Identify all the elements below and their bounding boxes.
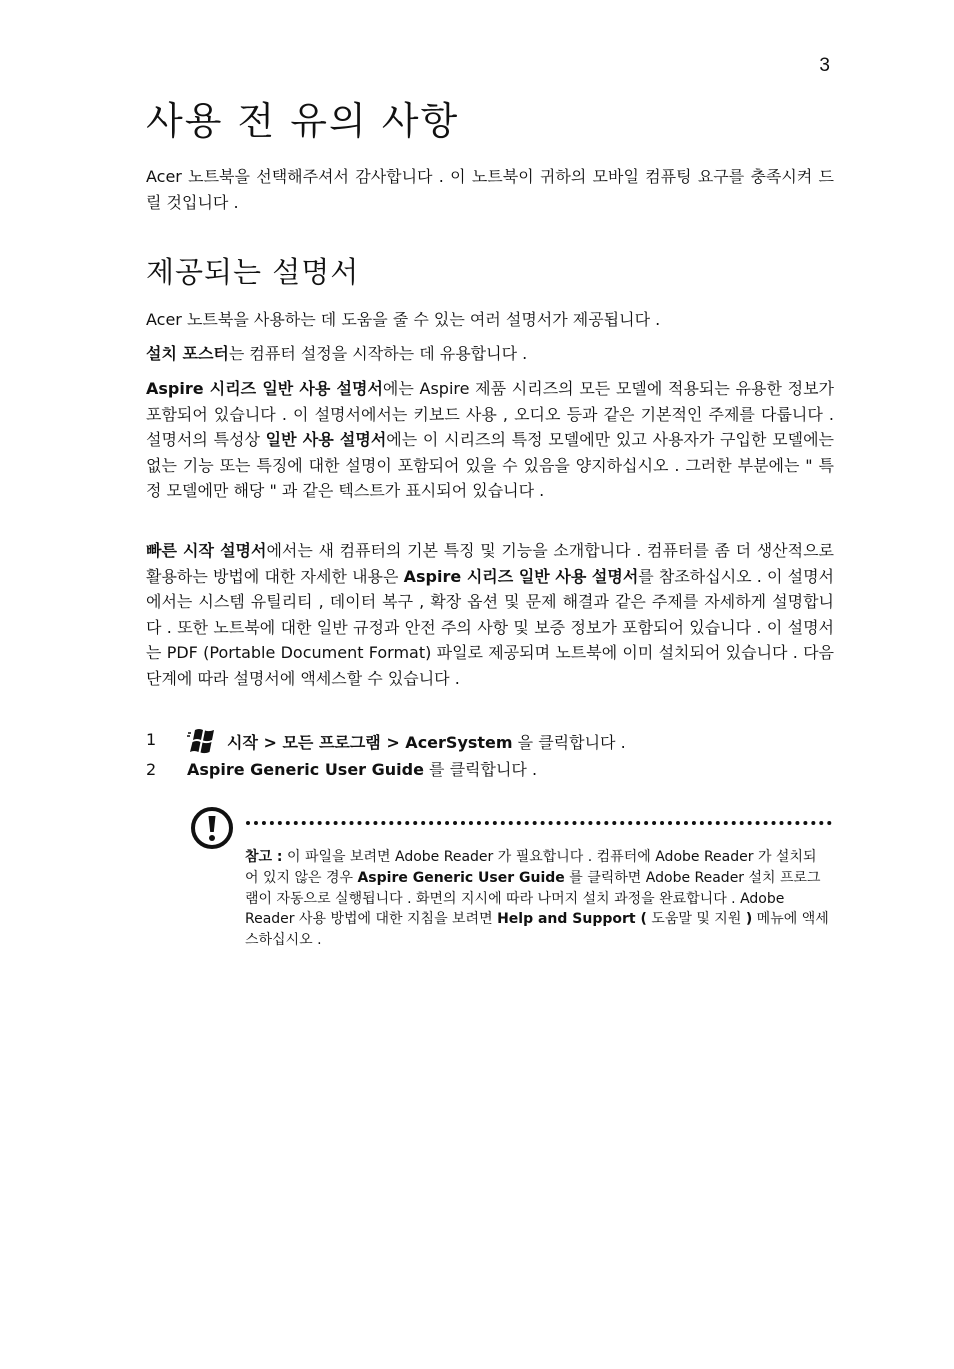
- step-body: [187, 757, 537, 782]
- note-help-term-close: ): [745, 911, 753, 928]
- generic-guide-text-1: 에는 Aspire 제품 시리즈의 모든 모델에 적용되는 유용한 정보가 포함되어 있습니다 . 이 설명서에서는 키보드 사용 , 오디오 등과 같은 기본적인 주제를 다룹니다 . 설명서의 특성상: [146, 379, 834, 449]
- note-divider: [246, 821, 832, 825]
- generic-guide-term: Aspire 시리즈 일반 사용 설명서: [146, 379, 383, 398]
- step-number: 2: [146, 760, 157, 779]
- generic-guide-term-short: 일반 사용 설명서: [265, 430, 387, 449]
- page-title: 사용 전 유의 사항: [146, 99, 460, 143]
- quick-start-generic-guide-term: Aspire 시리즈 일반 사용 설명서: [403, 566, 639, 586]
- generic-guide-paragraph: [146, 376, 834, 504]
- generic-guide-text-2: 에는 이 시리즈의 특정 모델에만 있고 사용자가 구입한 모델에는 없는 기능 또는 특징에 대한 설명이 포함되어 있을 수 있음을 양지하십시오 . 그러한 부분에는 " 특정 모델에만 해당 " 과 같은 텍스트가 표시되어 있습니다 .: [146, 430, 834, 500]
- note-paragraph: [245, 847, 830, 951]
- quick-start-text-1: 에서는 새 컴퓨터의 기본 특징 및 기능을 소개합니다 . 컴퓨터를 좀 더 생산적으로 활용하는 방법에 대한 자세한 내용은: [146, 541, 834, 586]
- windows-start-icon: [187, 727, 219, 755]
- setup-poster-paragraph: [146, 341, 834, 367]
- setup-poster-text: 는 컴퓨터 설정을 시작하는 데 유용합니다 .: [228, 344, 528, 363]
- note-text-4: 메뉴에 액세스하십시오 .: [245, 911, 829, 949]
- guides-intro-paragraph: Acer 노트북을 사용하는 데 도움을 줄 수 있는 여러 설명서가 제공됩니다 .: [146, 310, 661, 329]
- intro-paragraph: Acer 노트북을 선택해주셔서 감사합니다 . 이 노트북이 귀하의 모바일 컴퓨팅 요구를 충족시켜 드릴 것입니다 .: [146, 167, 834, 212]
- step-path: 시작 > 모든 프로그램 > AcerSystem: [227, 733, 513, 752]
- note-help-term: Help and Support (: [497, 911, 647, 928]
- step-text: 을 클릭합니다 .: [512, 733, 626, 752]
- page-number: 3: [819, 55, 830, 76]
- quick-start-paragraph: [146, 538, 834, 691]
- step-body: [187, 727, 626, 755]
- note-guide-term: Aspire Generic User Guide: [357, 869, 565, 886]
- exclamation-circle-icon: [190, 806, 234, 850]
- note-text-3: 도움말 및 지원: [646, 911, 746, 928]
- note-label: 참고 :: [245, 849, 283, 865]
- step-target: Aspire Generic User Guide: [187, 760, 424, 779]
- quick-start-text-2: 를 참조하십시오 . 이 설명서에서는 시스템 유틸리티 , 데이터 복구 , 확장 옵션 및 문제 해결과 같은 주제를 자세하게 설명합니다 . 또한 노트북에 대한 일반 규정과 안전 주의 사항 및 보증 정보가 포함되어 있습니다 . 이 설명서는 PDF (Portable Document Format) 파일로 제공되며 노트북에 이미 설치되어 있습니다 . 다음 단계에 따라 설명서에 액세스할 수 있습니다 .: [146, 566, 834, 688]
- note-text-1: 이 파일을 보려면 Adobe Reader 가 필요합니다 . 컴퓨터에 Adobe Reader 가 설치되어 있지 않은 경우: [245, 849, 817, 886]
- section-heading: 제공되는 설명서: [146, 255, 360, 289]
- step-text: 를 클릭합니다 .: [423, 760, 538, 779]
- quick-start-term: 빠른 시작 설명서: [146, 541, 267, 560]
- step-number: 1: [146, 730, 157, 749]
- setup-poster-term: 설치 포스터: [146, 344, 229, 363]
- note-text-2: 를 클릭하면 Adobe Reader 설치 프로그램이 자동으로 실행됩니다 . 화면의 지시에 따라 나머지 설치 과정을 완료합니다 . Adobe Reader 사용 방법에 대한 지침을 보려면: [245, 869, 821, 928]
